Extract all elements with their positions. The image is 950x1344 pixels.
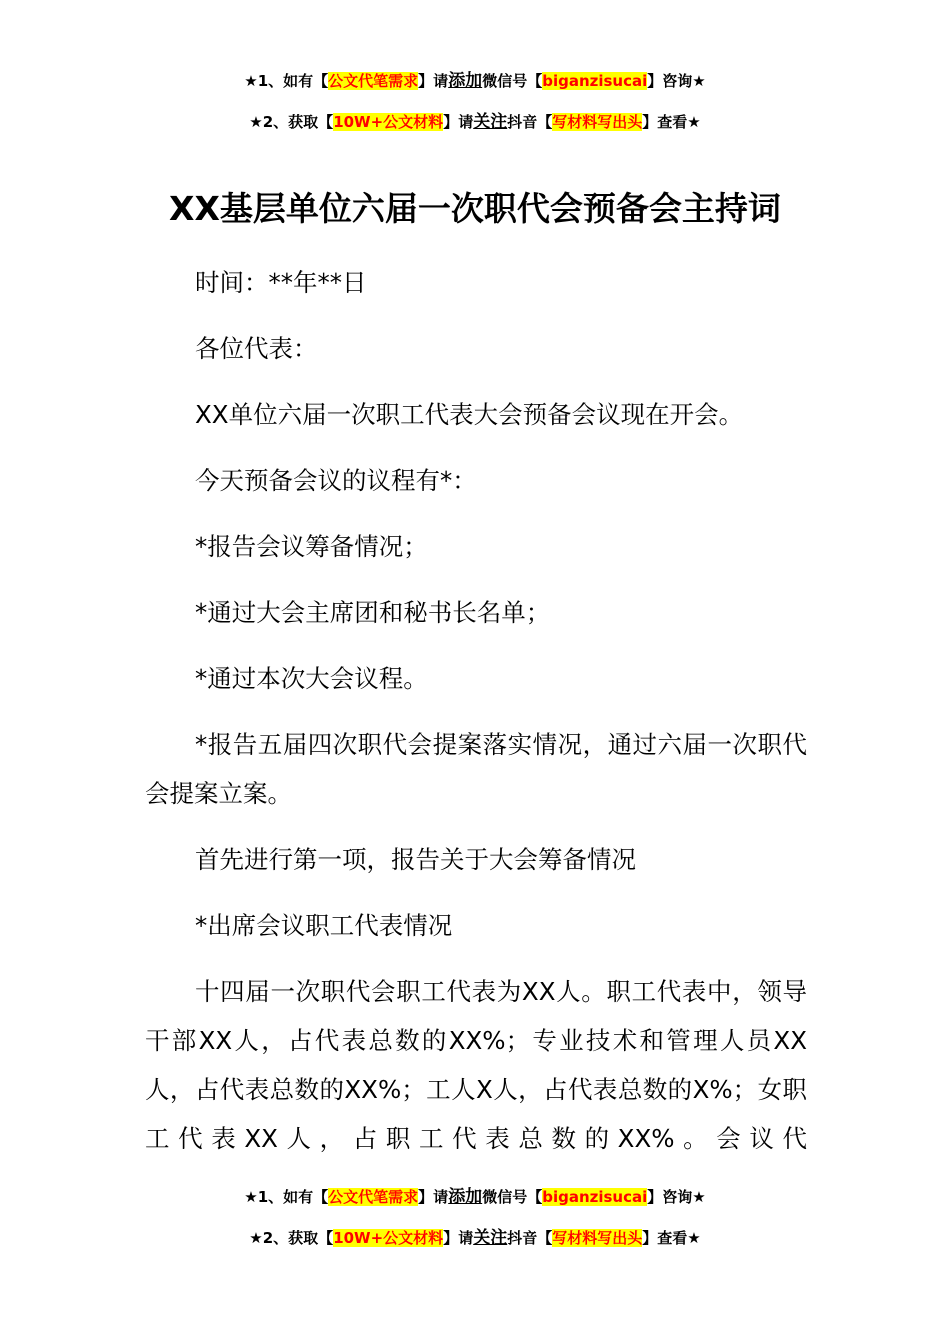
banner-underlined: 添加	[448, 1187, 483, 1207]
banner-highlight: biganzisucai	[542, 1188, 648, 1206]
banner-line-1	[0, 1186, 950, 1208]
banner-text: 】请	[443, 1229, 474, 1247]
banner-text: 】查看★	[642, 1229, 701, 1247]
banner-underlined: 添加	[448, 71, 483, 91]
banner-text: 】请	[418, 72, 449, 90]
paragraph-salutation: 各位代表：	[195, 334, 318, 363]
banner-line-2	[0, 111, 950, 133]
banner-text: 】咨询★	[647, 72, 706, 90]
banner-text: ★1、如有【	[244, 72, 329, 90]
agenda-item: *报告五届四次职代会提案落实情况，通过六届一次职代会提案立案。	[145, 730, 807, 808]
banner-highlight: 10W+公文材料	[333, 1229, 444, 1247]
agenda-item: *报告会议筹备情况；	[195, 532, 428, 561]
agenda-item: *通过本次大会议程。	[195, 664, 428, 693]
paragraph: 今天预备会议的议程有*：	[195, 466, 477, 495]
paragraph: 首先进行第一项，报告关于大会筹备情况	[195, 845, 636, 874]
banner-highlight: 公文代笔需求	[328, 1188, 419, 1206]
banner-text: ★2、获取【	[249, 1229, 334, 1247]
paragraph: 十四届一次职代会职工代表为XX人。职工代表中，领导干部XX人，占代表总数的XX%；专业技术和管理人员XX人，占代表总数的XX%；工人X人，占代表总数的X%；女职工代表XX人，占职工代表总数的XX%。会议代	[145, 977, 807, 1153]
document-title: XX基层单位六届一次职代会预备会主持词	[169, 189, 781, 228]
banner-text: ★2、获取【	[249, 113, 334, 131]
banner-text: 抖音【	[507, 1229, 553, 1247]
banner-text: 微信号【	[482, 72, 543, 90]
banner-text: 微信号【	[482, 1188, 543, 1206]
banner-text: 】查看★	[642, 113, 701, 131]
banner-underlined: 关注	[473, 1228, 508, 1248]
paragraph: XX单位六届一次职工代表大会预备会议现在开会。	[195, 400, 744, 429]
banner-highlight: 写材料写出头	[552, 113, 643, 131]
agenda-item: *通过大会主席团和秘书长名单；	[195, 598, 551, 627]
document-body	[145, 258, 807, 1180]
banner-highlight: biganzisucai	[542, 72, 648, 90]
banner-highlight: 写材料写出头	[552, 1229, 643, 1247]
banner-highlight: 10W+公文材料	[333, 113, 444, 131]
banner-underlined: 关注	[473, 112, 508, 132]
banner-highlight: 公文代笔需求	[328, 72, 419, 90]
banner-line-1	[0, 70, 950, 92]
banner-text: ★1、如有【	[244, 1188, 329, 1206]
paragraph-time: 时间：**年**日	[195, 268, 367, 297]
banner-text: 】咨询★	[647, 1188, 706, 1206]
banner-text: 抖音【	[507, 113, 553, 131]
banner-line-2	[0, 1227, 950, 1249]
banner-text: 】请	[443, 113, 474, 131]
banner-text: 】请	[418, 1188, 449, 1206]
paragraph: *出席会议职工代表情况	[195, 911, 453, 940]
